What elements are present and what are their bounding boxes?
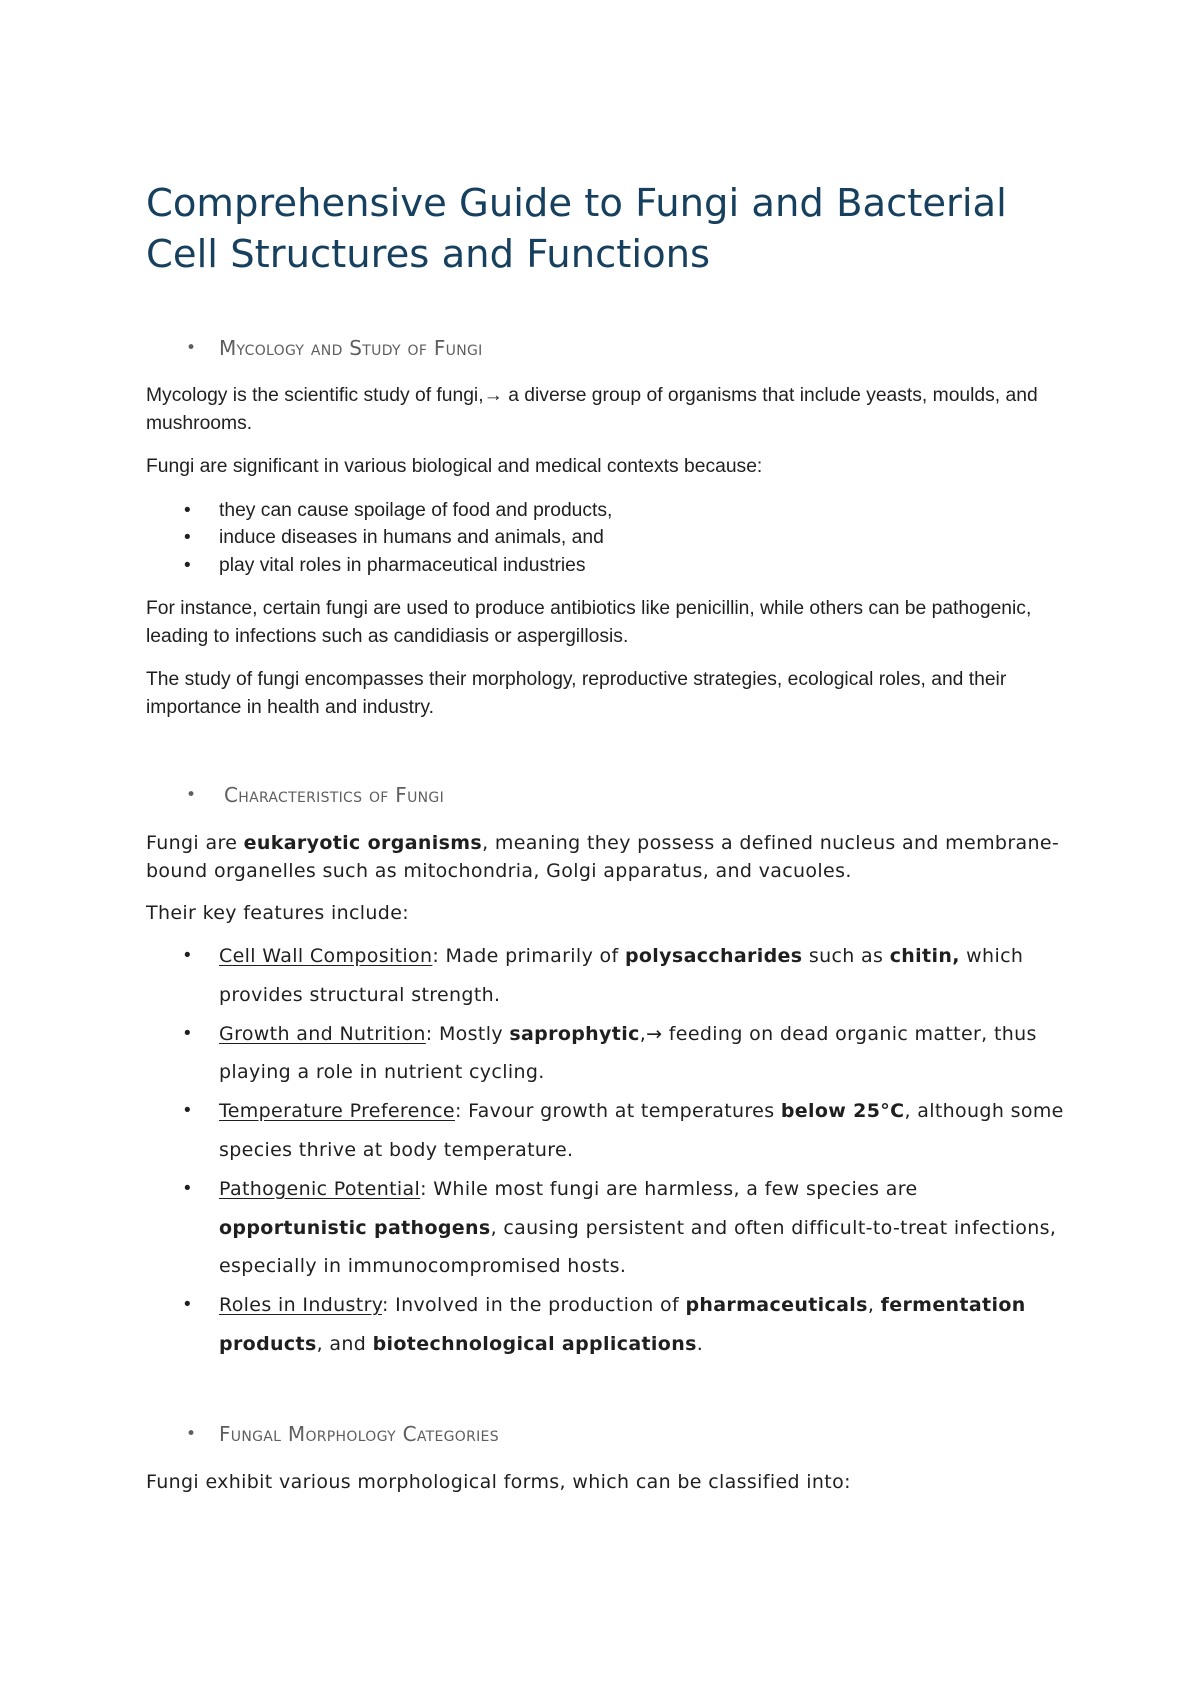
bullet-icon: • [186,1423,197,1444]
feature-label: Growth and Nutrition [219,1022,426,1045]
list-item: • induce diseases in humans and animals, and [146,524,1066,552]
document-title: Comprehensive Guide to Fungi and Bacterial Cell Structures and Functions [146,181,1007,277]
features-list [146,937,1066,1364]
section-heading-characteristics [146,783,1066,807]
bullet-icon: • [184,1294,192,1316]
list-item-growth: • Growth and Nutrition: Mostly saprophytic,→ feeding on dead organic matter, thus playing a role in nutrient cycling. [146,1015,1066,1093]
document-body [146,178,1066,1512]
features-intro: Their key features include: [146,902,409,924]
list-item-industry: • Roles in Industry: Involved in the production of pharmaceuticals, fermentation products, and biotechnological applications. [146,1286,1066,1364]
bullet-icon: • [186,785,197,805]
bullet-icon: • [184,554,191,576]
bullet-icon: • [184,527,191,548]
bullet-icon: • [184,499,191,521]
morphology-intro: Fungi exhibit various morphological forms, which can be classified into: [146,1470,851,1493]
list-item-temperature: • Temperature Preference: Favour growth at temperatures below 25°C, although some species thrive at body temperature. [146,1092,1066,1170]
section-heading-mycology [146,336,1066,360]
list-item-pathogenic: • Pathogenic Potential: While most fungi are harmless, a few species are opportunistic pathogens, causing persistent and often difficult-to-treat infections, especially in immunocompromised hosts. [146,1170,1066,1286]
section-heading-label: Mycology and Study of Fungi [219,336,483,360]
bullet-icon: • [184,945,192,966]
section-heading-morphology [146,1422,1066,1446]
list-item: • they can cause spoilage of food and products, [146,497,1066,525]
bullet-icon: • [186,338,197,358]
characteristics-intro: Fungi are eukaryotic organisms, meaning they possess a defined nucleus and membrane-bound organelles such as mitochondria, Golgi apparatus, and vacuoles. [146,832,1060,882]
list-item-cell-wall: • Cell Wall Composition: Made primarily of polysaccharides such as chitin, which provides structural strength. [146,937,1066,1015]
bullet-icon: • [184,1100,192,1122]
feature-label: Temperature Preference [219,1100,455,1123]
mycology-intro: Mycology is the scientific study of fungi,→ a diverse group of organisms that include yeasts, moulds, and mushrooms. [146,385,1038,434]
feature-label: Cell Wall Composition [219,945,433,967]
significance-intro: Fungi are significant in various biological and medical contexts because: [146,456,763,477]
scope-paragraph: The study of fungi encompasses their morphology, reproductive strategies, ecological roles, and their importance in health and industry. [146,669,1007,718]
list-item: • play vital roles in pharmaceutical industries [146,552,1066,580]
section-heading-label: Characteristics of Fungi [224,783,445,807]
significance-list [146,497,1066,580]
arrow-right-icon: → [483,385,503,406]
feature-label: Roles in Industry [219,1294,382,1317]
example-paragraph: For instance, certain fungi are used to produce antibiotics like penicillin, while others can be pathogenic, leading to infections such as candidiasis or aspergillosis. [146,598,1032,647]
feature-label: Pathogenic Potential [219,1177,421,1200]
section-heading-label: Fungal Morphology Categories [219,1421,499,1446]
arrow-right-icon: → [646,1022,663,1045]
bullet-icon: • [184,1022,192,1044]
bullet-icon: • [184,1177,192,1199]
